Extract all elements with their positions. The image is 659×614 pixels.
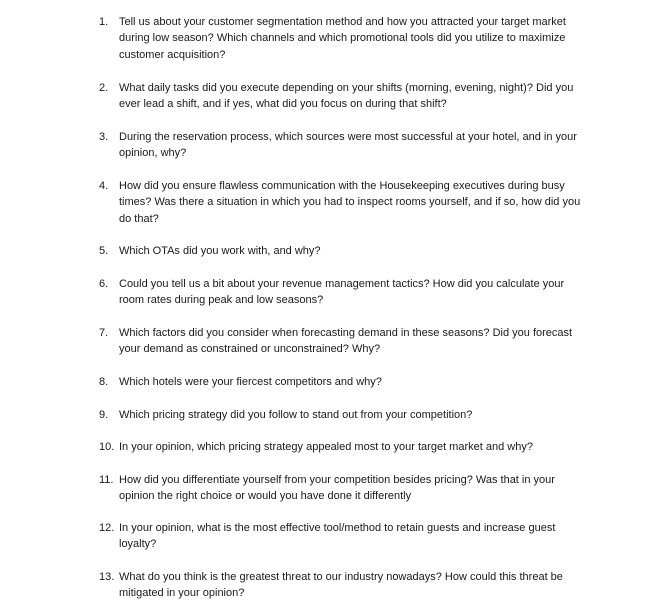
question-number: 1. xyxy=(99,16,109,28)
question-text: Which OTAs did you work with, and why? xyxy=(119,245,321,257)
question-text: Which pricing strategy did you follow to stand out from your competition? xyxy=(119,409,473,421)
question-number: 3. xyxy=(99,131,109,143)
question-text: Tell us about your customer segmentation method and how you attracted your target market during low season? Which channels and which promotional tools did you utilize to maximize customer acquisition? xyxy=(119,16,566,61)
question-number: 7. xyxy=(99,327,109,339)
question-number: 2. xyxy=(99,82,109,94)
question-number: 11. xyxy=(99,474,114,486)
question-number: 5. xyxy=(99,245,109,257)
question-number: 9. xyxy=(99,409,109,421)
question-text: During the reservation process, which sources were most successful at your hotel, and in your opinion, why? xyxy=(119,131,577,160)
question-text: What do you think is the greatest threat to our industry nowadays? How could this threat be mitigated in your opinion? xyxy=(119,571,563,600)
question-text: In your opinion, which pricing strategy appealed most to your target market and why? xyxy=(119,441,533,453)
question-number: 13. xyxy=(99,571,115,583)
question-text: What daily tasks did you execute depending on your shifts (morning, evening, night)? Did you ever lead a shift, and if yes, what did you focus on during that shift? xyxy=(119,82,574,111)
question-number: 8. xyxy=(99,376,109,388)
question-text: Which factors did you consider when forecasting demand in these seasons? Did you forecast your demand as constrained or unconstrained? Why? xyxy=(119,327,573,356)
question-text: In your opinion, what is the most effective tool/method to retain guests and increase guest loyalty? xyxy=(119,522,556,551)
question-text: How did you differentiate yourself from your competition besides pricing? Was that in your opinion the right choice or would you have done it differently xyxy=(119,474,555,503)
question-number: 4. xyxy=(99,180,109,192)
question-text: How did you ensure flawless communication with the Housekeeping executives during busy times? Was there a situation in which you had to inspect rooms yourself, and if so, how did you do that? xyxy=(119,180,581,225)
question-number: 6. xyxy=(99,278,109,290)
question-number: 10. xyxy=(99,441,115,453)
question-text: Could you tell us a bit about your revenue management tactics? How did you calculate your room rates during peak and low seasons? xyxy=(119,278,565,307)
question-text: Which hotels were your fiercest competitors and why? xyxy=(119,376,382,388)
question-number: 12. xyxy=(99,522,115,534)
